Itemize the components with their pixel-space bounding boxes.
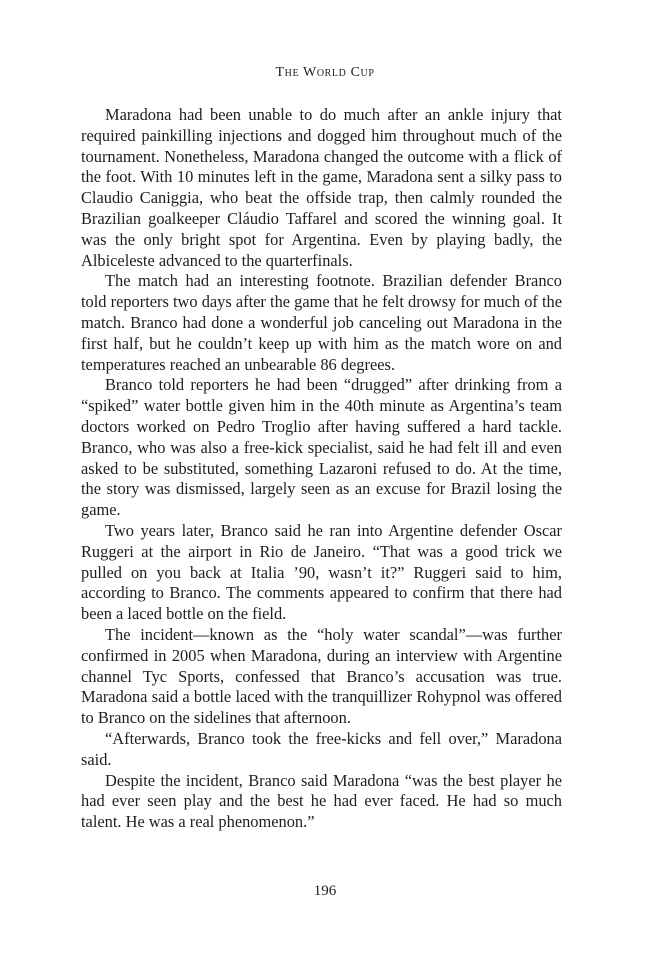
body-text (81, 105, 562, 833)
paragraph: Despite the incident, Branco said Maradona “was the best player he had ever seen play and the best he had ever faced. He had so much talent. He was a real phenomenon.” (81, 770, 562, 832)
paragraph: Two years later, Branco said he ran into Argentine defender Oscar Ruggeri at the airport in Rio de Janeiro. “That was a good trick we pulled on you back at Italia ’90, wasn’t it?” Ruggeri said to him, according to Branco. The comments appeared to confirm that there had been a laced bottle on the field. (81, 520, 562, 624)
paragraph: Branco told reporters he had been “drugged” after drinking from a “spiked” water bottle given him in the 40th minute as Argentina’s team doctors worked on Pedro Troglio after having suffered a hard tackle. Branco, who was also a free-kick specialist, said he had felt ill and even asked to be substituted, something Lazaroni refused to do. At the time, the story was dismissed, largely seen as an excuse for Brazil losing the game. (81, 375, 562, 520)
paragraph: “Afterwards, Branco took the free-kicks and fell over,” Maradona said. (81, 728, 562, 769)
paragraph: The incident—known as the “holy water scandal”—was further confirmed in 2005 when Maradona, during an interview with Argentine channel Tyc Sports, confessed that Branco’s accusation was true. Maradona said a bottle laced with the tranquillizer Rohypnol was offered to Branco on the sidelines that afternoon. (81, 624, 562, 728)
running-head: The World Cup (275, 65, 375, 80)
page-number: 196 (313, 883, 337, 899)
paragraph: The match had an interesting footnote. Brazilian defender Branco told reporters two days after the game that he felt drowsy for much of the match. Branco had done a wonderful job canceling out Maradona in the first half, but he couldn’t keep up with him as the match wore on and temperatures reached an unbearable 86 degrees. (81, 271, 562, 374)
paragraph: Maradona had been unable to do much after an ankle injury that required painkilling injections and dogged him throughout much of the tournament. Nonetheless, Maradona changed the outcome with a flick of the foot. With 10 minutes left in the game, Maradona sent a silky pass to Claudio Caniggia, who beat the offside trap, then calmly rounded the Brazilian goalkeeper Cláudio Taffarel and scored the winning goal. It was the only bright spot for Argentina. Even by playing badly, the Albiceleste advanced to the quarterfinals. (81, 105, 562, 270)
